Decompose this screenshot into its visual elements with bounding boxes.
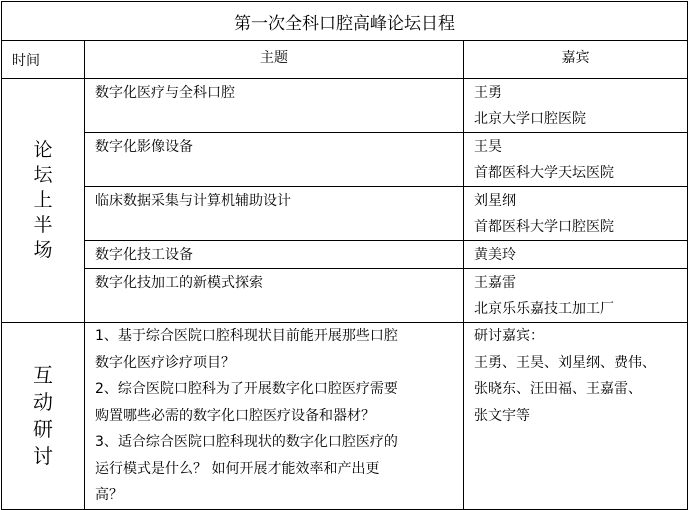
guest-line: 张文宇等 [474,407,530,424]
guest-name: 黄美玲 [474,247,516,263]
section-label-char: 半 [33,214,53,236]
table-row [2,323,688,510]
question-line: 2、综合医院口腔科为了开展数字化口腔医疗需要 [95,381,398,397]
question-line: 高？ [95,487,123,503]
guest-affiliation: 北京乐乐嘉技工加工厂 [474,301,614,317]
section-label-interactive-discussion [2,323,85,510]
section-label-char: 场 [33,239,53,261]
section-label-char: 研 [33,416,53,441]
question-line: 数字化医疗诊疗项目？ [95,354,235,371]
guest-cell [464,79,688,133]
guest-affiliation: 首都医科大学天坛医院 [474,165,614,181]
table-row [2,241,688,269]
table-row [2,269,688,323]
header-time: 时间 [2,41,85,79]
guest-name: 王嘉雷 [474,275,516,291]
guest-cell [464,187,688,241]
section-label-char: 动 [33,389,53,414]
question-line: 购置哪些必需的数字化口腔医疗设备和器材？ [95,407,375,424]
section-label-char: 讨 [33,443,53,468]
guest-line: 张晓东、汪田福、王嘉雷、 [474,381,642,397]
header-topic: 主题 [85,41,464,79]
question-line: 3、适合综合医院口腔科现状的数字化口腔医疗的 [95,434,398,450]
discussion-guests [464,323,688,510]
guest-cell [464,241,688,269]
topic-text: 数字化技工设备 [95,247,193,263]
guest-cell [464,133,688,187]
header-row [2,41,688,79]
section-label-forum-first-half [2,79,85,323]
guest-name: 刘星纲 [474,193,516,209]
guest-line: 王勇、王昊、刘星纲、费伟、 [474,354,656,371]
question-line: 1、基于综合医院口腔科现状目前能开展那些口腔 [95,328,398,344]
guest-affiliation: 首都医科大学口腔医院 [474,219,614,235]
guest-name: 王昊 [474,139,502,155]
section-label-char: 互 [33,362,53,387]
section-label-char: 坛 [33,164,53,186]
header-guest: 嘉宾 [464,41,688,79]
schedule-table [1,1,688,510]
topic-text: 临床数据采集与计算机辅助设计 [95,193,291,209]
table-row [2,187,688,241]
discussion-questions [85,323,464,510]
topic-cell [85,79,464,133]
section-label-char: 论 [33,139,53,161]
schedule-title: 第一次全科口腔高峰论坛日程 [2,2,688,41]
table-row [2,79,688,133]
topic-cell [85,133,464,187]
question-line: 运行模式是什么？ 如何开展才能效率和产出更 [95,460,380,477]
topic-text: 数字化医疗与全科口腔 [95,85,235,101]
table-row [2,133,688,187]
topic-cell [85,269,464,323]
section-label-char: 上 [33,189,53,211]
topic-text: 数字化影像设备 [95,139,193,155]
guest-line: 研讨嘉宾： [474,328,544,344]
topic-text: 数字化技加工的新模式探索 [95,275,263,291]
topic-cell [85,241,464,269]
topic-cell [85,187,464,241]
guest-name: 王勇 [474,85,502,101]
guest-cell [464,269,688,323]
guest-affiliation: 北京大学口腔医院 [474,111,586,127]
